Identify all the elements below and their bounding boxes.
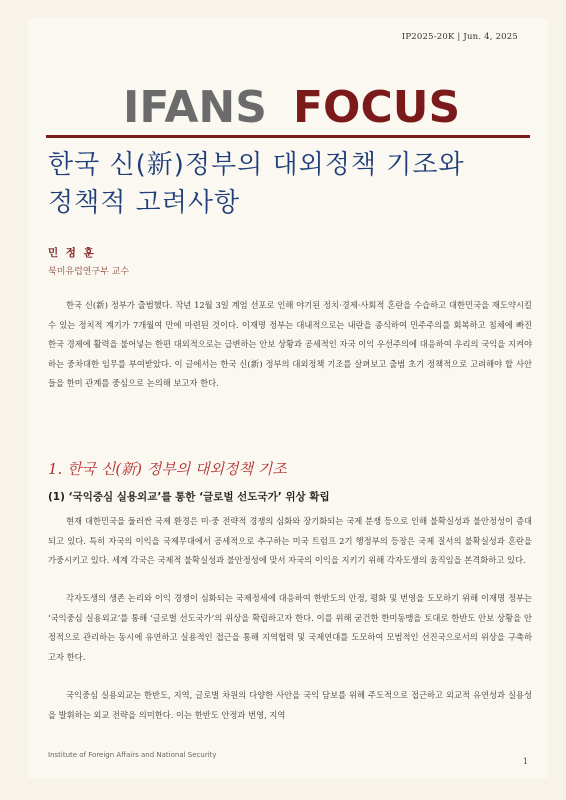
page-title	[48, 146, 528, 222]
body-paragraph-3: 국익중심 실용외교는 한반도, 지역, 글로벌 차원의 다양한 사안을 국익 담보를 위해 주도적으로 접근하고 외교적 유연성과 실용성을 발휘하는 외교 전략을 의미한다. 이는 한반도 안정과 번영, 지역	[48, 690, 532, 720]
intro-paragraph: 한국 신(新) 정부가 출범했다. 작년 12월 3일 계엄 선포로 인해 야기된 정치·경제·사회적 혼란을 수습하고 대한민국을 재도약시킬 수 있는 정치적 계기가 7개월여 만에 마련된 것이다. 이재명 정부는 대내적으로는 내란을 종식하여 민주주의를 회복하고 침체에 빠진 한국 경제에 활력을 불어넣는 한편 대외적으로는 급변하는 안보 상황과 공세적인 자국 이익 우선주의에 대응하여 우리의 국익을 지켜야 하는 중차대한 임무를 부여받았다. 이 글에서는 한국 신(新) 정부의 대외정책 기조를 살펴보고 출범 초기 정책적으로 고려해야 할 사안들을 한미 관계를 중심으로 논의해 보고자 한다.	[48, 300, 532, 388]
document-page	[28, 18, 548, 778]
title-line-1: 한국 신(新)정부의 대외정책 기조와	[48, 150, 465, 180]
page-number: 1	[522, 757, 528, 766]
author-affiliation: 북미유럽연구부 교수	[48, 267, 130, 277]
subsection-heading: (1) ‘국익중심 실용외교’를 통한 ‘글로벌 선도국가’ 위상 확립	[48, 491, 330, 503]
header-rule	[46, 135, 530, 138]
logo-focus-text: FOCUS	[293, 82, 461, 133]
author-name: 민 정 훈	[48, 247, 96, 259]
section-heading: 1. 한국 신(新) 정부의 대외정책 기조	[48, 460, 287, 478]
document-id: IP2025-20K | Jun. 4, 2025	[401, 32, 518, 42]
body-paragraph-1: 현재 대한민국을 둘러싼 국제 환경은 미·중 전략적 경쟁의 심화와 장기화되는 국제 분쟁 등으로 인해 불확실성과 불안정성이 증대되고 있다. 특히 자국의 이익을 국제무대에서 공세적으로 추구하는 미국 트럼프 2기 행정부의 등장은 국제 질서의 불확실성과 혼란을 가중시키고 있다. 세계 각국은 국제적 불확실성과 불안정성에 맞서 자국의 이익을 지키기 위해 각자도생의 움직임을 본격화하고 있다.	[48, 516, 532, 565]
ifans-focus-logo	[123, 74, 483, 134]
body-paragraph-2: 각자도생의 생존 논리와 이익 경쟁이 심화되는 국제정세에 대응하여 한반도의 안정, 평화 및 번영을 도모하기 위해 이재명 정부는 ‘국익중심 실용외교’를 통해 ‘글로벌 선도국가’의 위상을 확립하고자 한다. 이를 위해 굳건한 한미동맹을 토대로 한반도 안보 상황을 안정적으로 관리하는 동시에 유연하고 실용적인 접근을 통해 지역협력 및 국제연대를 도모하여 모범적인 선진국으로서의 위상을 구축하고자 한다.	[48, 593, 532, 662]
title-line-2: 정책적 고려사항	[48, 188, 241, 218]
footer-institute: Institute of Foreign Affairs and National Security	[48, 751, 217, 759]
logo-ifans-text: IFANS	[123, 82, 267, 133]
